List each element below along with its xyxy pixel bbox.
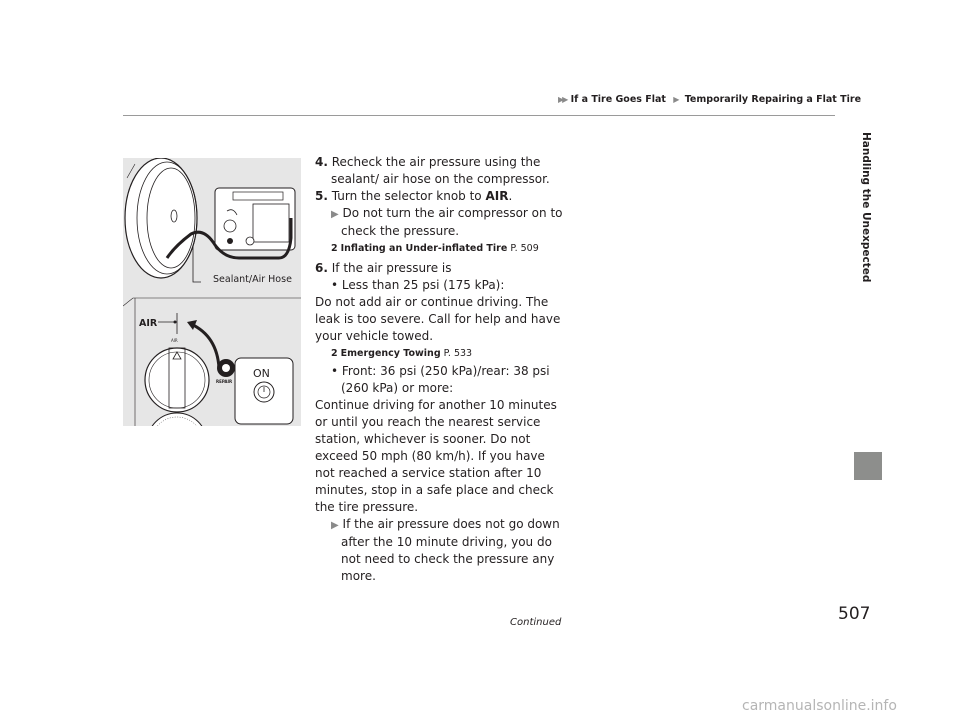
arrow-icon: ▶: [673, 95, 680, 104]
breadcrumb-item-flat-tire[interactable]: If a Tire Goes Flat: [570, 94, 666, 105]
case-ok-pressure-body: Continue driving for another 10 minutes or until you reach the nearest service station, whichever is sooner. Do not exceed 50 mph (80 km/h). If you have not reached a service station after 10 minutes, stop in a safe place and check the tire pressure.: [315, 398, 557, 514]
repair-kit-illustration: [123, 158, 301, 426]
reference-icon: 2: [331, 348, 338, 359]
breadcrumb-item-repair[interactable]: Temporarily Repairing a Flat Tire: [684, 94, 862, 105]
watermark: carmanualsonline.info: [742, 698, 897, 714]
section-tab: [854, 452, 882, 480]
tire-illustration: [125, 158, 197, 278]
repair-icon: [216, 359, 235, 384]
case-ok-pressure: • Front: 36 psi (250 kPa)/rear: 38 psi (260 kPa) or more:: [331, 364, 550, 395]
case-ok-pressure-note: ▶ If the air pressure does not go down after the 10 minute driving, you do not need to check the pressure any more.: [331, 517, 560, 583]
step-5: 5. Turn the selector knob to AIR.: [315, 189, 513, 203]
breadcrumb: [558, 94, 862, 105]
note-arrow-icon: ▶: [331, 520, 339, 531]
step-6: 6. If the air pressure is: [315, 261, 452, 275]
case-low-pressure: • Less than 25 psi (175 kPa):: [331, 278, 505, 292]
step-4: 4. Recheck the air pressure using the sealant/ air hose on the compressor.: [315, 155, 550, 186]
compressor-illustration: [215, 188, 295, 250]
instructions: [315, 154, 565, 585]
page-number: 507: [838, 604, 871, 624]
knob-air-mark: AIR: [171, 338, 178, 343]
header-divider: [123, 115, 835, 116]
case-low-pressure-body: Do not add air or continue driving. The leak is too severe. Call for help and have your vehicle towed.: [315, 295, 561, 343]
note-arrow-icon: ▶: [331, 209, 339, 220]
on-switch[interactable]: [235, 358, 293, 424]
air-label: AIR: [139, 318, 158, 329]
sealant-hose-label: Sealant/Air Hose: [213, 274, 292, 285]
on-label: ON: [253, 367, 270, 380]
continued-label: Continued: [510, 617, 562, 628]
reference-icon: 2: [331, 243, 338, 254]
reference-link-towing[interactable]: 2 Emergency Towing P. 533: [331, 348, 473, 359]
step-5-note: ▶ Do not turn the air compressor on to check the pressure.: [331, 206, 563, 238]
reference-link-inflating[interactable]: 2 Inflating an Under-inflated Tire P. 509: [331, 243, 539, 254]
double-arrow-icon: ▶▶: [558, 95, 567, 104]
section-side-label: Handling the Unexpected: [860, 132, 872, 283]
repair-label: REPAIR: [216, 379, 233, 384]
